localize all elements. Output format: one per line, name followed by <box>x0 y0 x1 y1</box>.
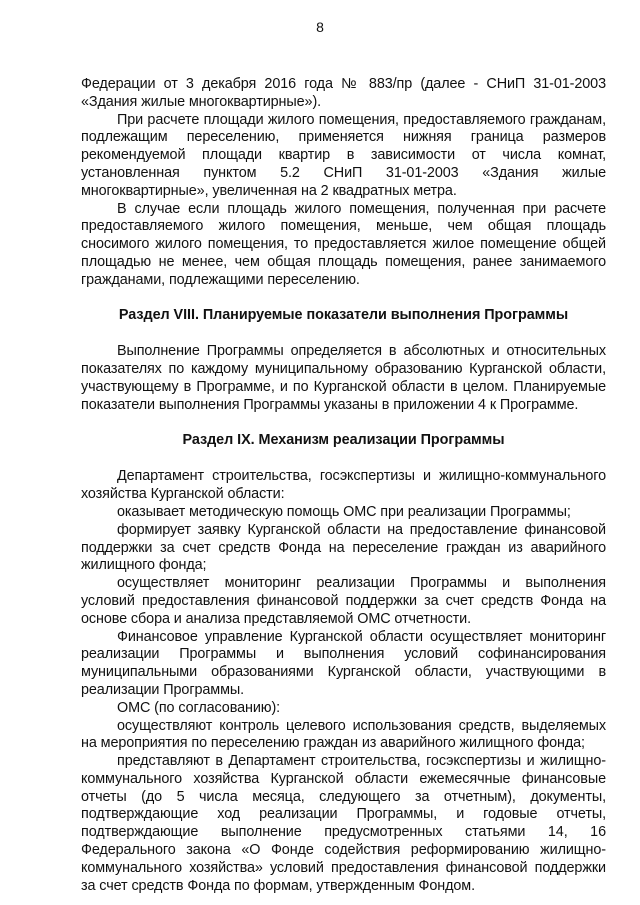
paragraph: Департамент строительства, госэкспертизы и жилищно-коммунального хозяйства Курганской области: <box>81 468 606 503</box>
paragraph: Финансовое управление Курганской области осуществляет мониторинг реализации Программы и выполнения условий софинансирования муниципальными образованиями Курганской области, участвующими в реализации Программы. <box>81 628 606 698</box>
spacer <box>81 449 606 468</box>
paragraph: При расчете площади жилого помещения, предоставляемого гражданам, подлежащим переселению, применяется нижняя граница размеров рекомендуемой площади квартир в зависимости от числа комнат, установленная пунктом 5.2 СНиП 31-01-2003 «Здания жилые многоквартирные», увеличенная на 2 квадратных метра. <box>81 111 606 199</box>
paragraph: оказывает методическую помощь ОМС при реализации Программы; <box>117 503 571 520</box>
spacer <box>81 415 606 432</box>
page-number: 8 <box>316 19 324 35</box>
section-heading-viii: Раздел VIII. Планируемые показатели выполнения Программы <box>118 306 569 323</box>
paragraph: осуществляет мониторинг реализации Программы и выполнения условий предоставления финансовой поддержки за счет средств Фонда на основе сбора и анализа представляемой ОМС отчетности. <box>81 575 606 627</box>
paragraph: формирует заявку Курганской области на предоставление финансовой поддержки за счет средств Фонда на переселение граждан из аварийного жилищного фонда; <box>81 521 606 574</box>
section-heading-ix: Раздел IX. Механизм реализации Программы <box>182 431 505 448</box>
document-body <box>81 76 606 895</box>
paragraph: Выполнение Программы определяется в абсолютных и относительных показателях по каждому муниципальному образованию Курганской области, участвующему в Программе, и по Курганской области в целом. Планируемые показатели выполнения Программы указаны в приложении 4 к Программе. <box>81 343 606 413</box>
paragraph-continuation: Федерации от 3 декабря 2016 года № 883/пр (далее - СНиП 31-01-2003 «Здания жилые многоквартирные»). <box>81 76 606 110</box>
paragraph: В случае если площадь жилого помещения, полученная при расчете предоставляемого жилого помещения, меньше, чем общая площадь сносимого жилого помещения, то предоставляется жилое помещение общей площадью не менее, чем общая площадь помещения, ранее занимаемого гражданами, подлежащими переселению. <box>81 200 606 288</box>
paragraph: представляют в Департамент строительства, госэкспертизы и жилищно-коммунального хозяйства Курганской области ежемесячные финансовые отчеты (до 5 числа месяца, следующего за отчетным), документы, подтверждающие ход реализации Программы, и годовые отчеты, подтверждающие выполнение предусмотренных статьями 14, 16 Федерального закона «О Фонде содействия реформированию жилищно-коммунального хозяйства» условий предоставления финансовой поддержки за счет средств Фонда по формам, утвержденным Фондом. <box>81 753 606 894</box>
paragraph: ОМС (по согласованию): <box>117 699 281 716</box>
spacer <box>81 324 606 343</box>
spacer <box>81 290 606 307</box>
paragraph: осуществляют контроль целевого использования средств, выделяемых на мероприятия по переселению граждан из аварийного жилищного фонда; <box>81 717 606 752</box>
